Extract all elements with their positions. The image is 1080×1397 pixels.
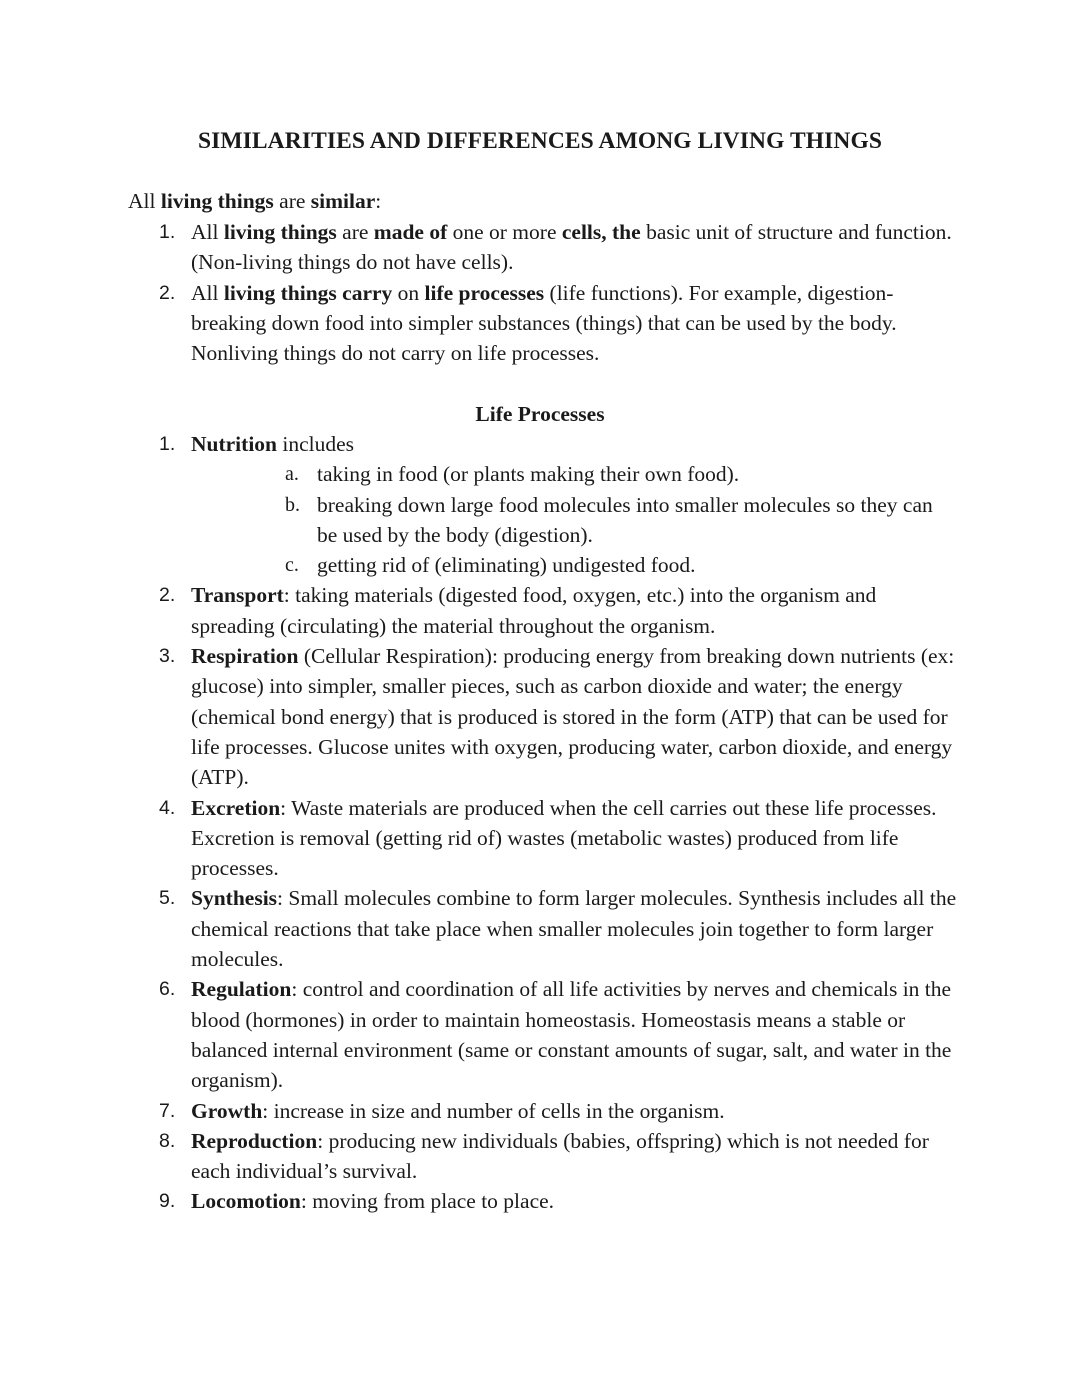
sub-marker: a.	[285, 463, 299, 486]
process-text: : Waste materials are produced when the cell carries out these life processes. Excretion is removal (getting rid of) wastes (metabolic wastes) produced from life processes.	[191, 795, 937, 881]
intro-text: :	[375, 189, 382, 213]
similarity-text: on	[392, 280, 425, 305]
similarity-text: basic unit of structure and function. (Non-living things do not have cells).	[191, 220, 952, 275]
list-marker: 3.	[159, 645, 176, 668]
intro-bold-similar: similar	[310, 189, 376, 213]
similarity-bold: life processes	[424, 280, 545, 305]
nutrition-subitem-c	[253, 550, 958, 580]
sub-text: taking in food (or plants making their own food).	[317, 462, 740, 487]
process-term: Synthesis	[191, 886, 278, 911]
section-title: Life Processes	[475, 402, 605, 426]
page-title: SIMILARITIES AND DIFFERENCES AMONG LIVING THINGS	[197, 128, 883, 154]
similarity-item-1	[128, 217, 958, 278]
list-marker: 1.	[159, 433, 176, 455]
similarity-item-2	[128, 278, 958, 369]
process-term: Growth	[191, 1098, 263, 1123]
process-term: Locomotion	[191, 1189, 301, 1214]
similarity-bold: cells, the	[561, 220, 641, 244]
list-marker: 5.	[159, 887, 176, 910]
process-term: Regulation	[191, 977, 292, 1002]
process-item-locomotion	[128, 1186, 958, 1216]
similarity-text: (life functions). For example, digestion-breaking down food into simpler substances (things) that can be used by the body. Nonliving things do not carry on life processes.	[191, 280, 897, 366]
life-processes-list	[128, 429, 958, 1217]
similarity-text: All	[191, 220, 224, 244]
list-marker: 7.	[159, 1099, 176, 1122]
intro-bold-living-things: living things	[160, 189, 274, 213]
process-text: includes	[277, 432, 355, 456]
process-item-excretion	[128, 793, 958, 884]
process-item-nutrition	[128, 429, 958, 580]
nutrition-subitem-b	[253, 490, 958, 551]
list-marker: 6.	[159, 978, 176, 1001]
similarity-text: one or more	[447, 220, 562, 244]
list-marker: 1.	[159, 221, 176, 243]
process-term: Respiration	[191, 644, 299, 669]
process-term: Nutrition	[191, 432, 277, 456]
intro-text: are	[273, 189, 311, 213]
process-item-respiration	[128, 641, 958, 792]
list-marker: 2.	[159, 584, 176, 607]
similarities-list	[128, 217, 958, 368]
sub-text: breaking down large food molecules into smaller molecules so they can be used by the body (digestion).	[317, 492, 933, 547]
list-marker: 4.	[159, 796, 176, 819]
process-text: : control and coordination of all life activities by nerves and chemicals in the blood (hormones) in order to maintain homeostasis. Homeostasis means a stable or balanced internal environment (same or constant amounts of sugar, salt, and water in the organism).	[191, 977, 952, 1093]
sub-marker: b.	[285, 493, 300, 516]
similarity-bold: living things	[223, 220, 337, 244]
process-term: Reproduction	[191, 1128, 318, 1153]
list-marker: 8.	[159, 1129, 176, 1152]
list-marker: 9.	[159, 1190, 176, 1213]
similarity-bold: made of	[373, 220, 448, 244]
process-text: : producing new individuals (babies, offspring) which is not needed for each individual’s survival.	[191, 1128, 929, 1184]
nutrition-sublist	[191, 459, 958, 580]
process-item-growth	[128, 1096, 958, 1126]
process-term: Excretion	[191, 795, 281, 820]
sub-text: getting rid of (eliminating) undigested food.	[317, 553, 696, 578]
similarity-bold: living things carry	[223, 280, 393, 305]
process-text: : Small molecules combine to form larger molecules. Synthesis includes all the chemical reactions that take place when smaller molecules join together to form larger molecules.	[191, 886, 957, 972]
process-item-transport	[128, 580, 958, 641]
sub-marker: c.	[285, 554, 299, 577]
list-marker: 2.	[159, 281, 176, 304]
similarity-text: are	[336, 220, 374, 244]
process-text: : moving from place to place.	[300, 1189, 555, 1214]
similarity-text: All	[191, 280, 224, 305]
process-item-reproduction	[128, 1126, 958, 1187]
intro-line	[128, 186, 381, 216]
process-text: (Cellular Respiration): producing energy from breaking down nutrients (ex: glucose) into simpler, smaller pieces, such as carbon dioxide and water; the energy (chemical bond energy) that is produced is stored in the form (ATP) that can be used for life processes. Glucose unites with oxygen, producing water, carbon dioxide, and energy (ATP).	[191, 644, 955, 790]
process-term: Transport	[191, 583, 284, 608]
nutrition-subitem-a	[253, 459, 958, 489]
process-item-synthesis	[128, 883, 958, 974]
process-text: : increase in size and number of cells in the organism.	[262, 1098, 725, 1123]
process-item-regulation	[128, 974, 958, 1095]
process-text: : taking materials (digested food, oxygen, etc.) into the organism and spreading (circulating) the material throughout the organism.	[191, 583, 877, 638]
intro-text: All	[128, 189, 161, 213]
